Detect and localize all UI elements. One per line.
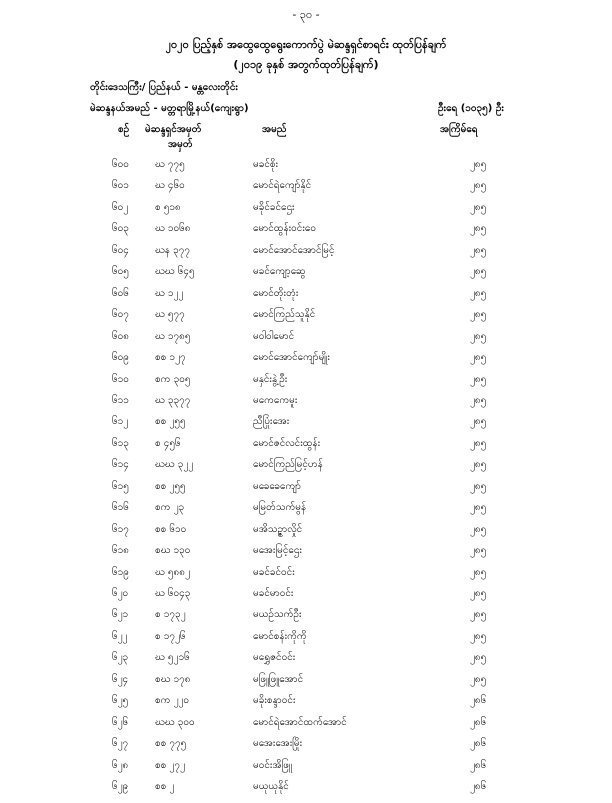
registration-number: ဃ ၆၀၄၃: [155, 588, 191, 599]
row-total: ၂၈၆: [470, 695, 487, 707]
registration-number: စစ ၆၁၀: [155, 523, 187, 535]
voter-name: မောင်ရဲအောင်ထက်အောင်: [253, 716, 347, 728]
row-total: ၂၈၅: [470, 159, 487, 170]
row-total: ၂၈၅: [470, 545, 487, 557]
table-row: [0, 629, 612, 653]
table-row: [0, 672, 612, 696]
row-number: ၆၂၃: [112, 652, 129, 664]
table-row: [0, 543, 612, 567]
row-number: ၆၁၈: [112, 545, 129, 557]
registration-number: ဃ ၅၇၇: [155, 309, 185, 321]
table-row: [0, 221, 612, 245]
row-number: ၆၂၉: [112, 781, 129, 793]
row-number: ၆၂၈: [112, 759, 129, 771]
row-total: ၂၈၅: [470, 266, 487, 278]
row-number: ၆၁၃: [112, 437, 129, 449]
voter-name: မောင်စန်းကိုကို: [253, 630, 307, 642]
row-total: ၂၈၅: [470, 394, 487, 406]
voter-name: မောင်အောင်ကျော်မျိုး: [253, 352, 330, 364]
voter-name: မအေးမြင့်ဌေး: [253, 545, 302, 557]
row-number: ၆၁၉: [112, 566, 129, 578]
row-total: ၂၈၅: [470, 566, 487, 578]
row-total: ၂၈၅: [470, 309, 487, 321]
row-total: ၂၈၅: [470, 459, 487, 471]
row-total: ၂၈၆: [470, 716, 487, 728]
row-total: ၂၈၅: [470, 480, 487, 492]
row-total: ၂၈၅: [470, 437, 487, 449]
voter-name: မနှင်းနွဲ့ဦး: [253, 373, 288, 385]
table-row: [0, 307, 612, 331]
registration-number: စစ ၇၇၅: [155, 738, 187, 750]
registration-number: ဃဃ ၆၄၅: [155, 266, 195, 278]
row-number: ၆၀၅: [112, 266, 129, 278]
row-number: ၆၂၀: [112, 588, 129, 599]
row-total: ၂၈၅: [470, 287, 487, 299]
voter-name: မောင်ရဲကျော်နိုင်: [253, 180, 312, 192]
row-number: ၆၀၆: [112, 287, 129, 299]
column-header-no: စဉ်: [118, 124, 130, 135]
voter-name: မဝါဝါမောင်: [253, 330, 295, 342]
voter-name: မောင်ထွန်းဝင်းဝေ: [253, 223, 316, 235]
table-row: [0, 243, 612, 267]
registration-number: ဃ ၄၆၀: [155, 180, 185, 192]
table-row: [0, 650, 612, 674]
row-number: ၆၂၆: [112, 716, 129, 728]
row-number: ၆၀၁: [112, 180, 129, 192]
registration-number: စ ၅၁၈: [155, 201, 181, 213]
table-row: [0, 693, 612, 717]
row-total: ၂၈၅: [470, 502, 487, 514]
registration-number: စက ၂၂၀: [155, 695, 190, 707]
table-row: [0, 565, 612, 589]
table-row: [0, 736, 612, 760]
table-row: [0, 350, 612, 374]
registration-number: ဃန ၃၇၇: [155, 244, 190, 256]
table-row: [0, 715, 612, 739]
row-number: ၆၂၇: [112, 738, 129, 750]
registration-number: ဃ ၅၂၁၆: [155, 652, 190, 664]
voter-name: မခင်စိုး: [253, 159, 279, 170]
voter-name: မအိသဉ္ဇာလှိုင်: [253, 523, 303, 535]
registration-number: စဃ ၁၇၈: [155, 673, 191, 685]
row-total: ၂၈၅: [470, 673, 487, 685]
table-row: [0, 393, 612, 417]
table-row: [0, 479, 612, 503]
row-number: ၆၁၇: [112, 523, 129, 535]
column-header-total: အကြိမ်ရေ: [440, 124, 478, 135]
row-total: ၂၈၅: [470, 416, 487, 428]
table-row: [0, 414, 612, 438]
document-subtitle: (၂၀၁၉ ခုနှစ် အတွက်ထုတ်ပြန်ချက်): [233, 58, 379, 71]
table-row: [0, 586, 612, 610]
table-row: [0, 329, 612, 353]
registration-number: စက ၂၃: [155, 502, 185, 514]
row-total: ၂၈၅: [470, 330, 487, 342]
row-total: ၂၈၅: [470, 244, 487, 256]
row-number: ၆၂၄: [112, 673, 129, 685]
row-number: ၆၁၅: [112, 480, 129, 492]
row-total: ၂၈၅: [470, 588, 487, 599]
column-header-registration: မဲဆန္ဒရှင်အမှတ်: [145, 124, 202, 135]
row-number: ၆၀၉: [112, 352, 129, 364]
registration-number: ဃ ၅၈၈၂: [155, 566, 190, 578]
row-number: ၆၁၀: [112, 373, 129, 385]
voter-name: မခိုင်ခင်ဌေး: [253, 201, 295, 213]
voter-name: မခင်မာဝင်း: [253, 588, 294, 599]
row-number: ၆၀၈: [112, 330, 129, 342]
registration-number: စဃ ၁၃၀: [155, 545, 191, 557]
voter-name: မဝင်းအိဖြူ: [253, 759, 292, 771]
table-row: [0, 157, 612, 181]
voter-name: ညီပြုံးအေး: [253, 416, 290, 428]
voter-name: မမြတ်သက်မွန်: [253, 502, 307, 514]
row-total: ၂၈၅: [470, 223, 487, 235]
row-total: ၂၈၆: [470, 738, 487, 750]
voter-name: မခေခေကျော်: [253, 480, 301, 492]
row-total: ၂၈၅: [470, 652, 487, 664]
row-number: ၆၁၄: [112, 459, 129, 471]
voter-name: မရွှေဇင်ဝင်း: [253, 652, 296, 664]
column-header-name: အမည်: [262, 124, 287, 135]
voter-name: မယဉ်သက်ဦး: [253, 609, 302, 621]
registration-number: ဃ ၇၇၅: [155, 159, 185, 170]
table-row: [0, 200, 612, 224]
table-row: [0, 436, 612, 460]
row-total: ၂၈၆: [470, 759, 487, 771]
page-number: - ၃၀ -: [292, 8, 320, 21]
registration-number: ဃဃ ၃၀၀: [155, 716, 195, 728]
voter-name: မယုယုနိုင်: [253, 781, 289, 793]
column-header-registration-sub: အမှတ်: [168, 139, 193, 150]
row-number: ၆၂၅: [112, 695, 129, 707]
voter-name: မခင်ခင်ဝင်း: [253, 566, 295, 578]
row-number: ၆၁၁: [112, 394, 129, 406]
voter-name: မကေကေမူး: [253, 394, 298, 406]
voter-name: မောင်တိုးတုံး: [253, 287, 299, 299]
voter-name: မောင်ကြည်သူနိုင်: [253, 309, 316, 321]
row-number: ၆၀၀: [112, 159, 129, 170]
voter-name: မောင်အောင်အောင်မြင့်: [253, 244, 335, 256]
row-number: ၆၀၄: [112, 244, 129, 256]
row-number: ၆၁၆: [112, 502, 129, 514]
voter-name: မဖြူဖြူအောင်: [253, 673, 304, 685]
table-row: [0, 286, 612, 310]
table-row: [0, 779, 612, 803]
registration-number: ဃ ၁၇၈၅: [155, 330, 191, 342]
row-total: ၂၈၅: [470, 352, 487, 364]
registration-number: စစ ၂၅၅: [155, 480, 186, 492]
registration-number: စ ၁၇၃၂: [155, 609, 186, 621]
row-number: ၆၂၁: [112, 609, 129, 621]
table-row: [0, 372, 612, 396]
row-number: ၆၀၇: [112, 309, 129, 321]
voter-name: မအေးအေးမြိုး: [253, 738, 303, 750]
row-total: ၂၈၅: [470, 201, 487, 213]
table-row: [0, 457, 612, 481]
row-number: ၆၂၂: [112, 630, 128, 642]
registration-number: ဃ ၃၃၇၇: [155, 394, 191, 406]
constituency-label: မဲဆန္ဒနယ်အမည် - မတ္တရာမြို့နယ်(ကျေးရွာ): [90, 103, 249, 114]
table-row: [0, 522, 612, 546]
row-total: ၂၈၅: [470, 609, 487, 621]
voter-count-label: ဦးရေ (၁၀၃၅) ဦး: [438, 103, 504, 114]
row-total: ၂၈၆: [470, 781, 487, 793]
registration-number: ဃ ၁၀၆၈: [155, 223, 191, 235]
registration-number: စစ ၂၅၅: [155, 416, 186, 428]
row-number: ၆၀၃: [112, 223, 129, 235]
row-total: ၂၈၅: [470, 180, 487, 192]
registration-number: ဃ ၁၂၂: [155, 287, 184, 299]
registration-number: စ ၁၇၂၆: [155, 630, 186, 642]
registration-number: စက ၃၀၅: [155, 373, 191, 385]
row-total: ၂၈၅: [470, 373, 487, 385]
row-number: ၆၀၂: [112, 201, 129, 213]
row-total: ၂၈၅: [470, 523, 487, 535]
row-total: ၂၈၅: [470, 630, 487, 642]
registration-number: စစ ၁၂၇: [155, 352, 186, 364]
region-breadcrumb: တိုင်းဒေသကြီး/ ပြည်နယ် - မန္တလေးတိုင်း: [90, 82, 238, 93]
voter-name: မောင်ကြည်မြင့်ဟန်: [253, 459, 323, 471]
row-number: ၆၁၂: [112, 416, 129, 428]
table-row: [0, 264, 612, 288]
registration-number: စစ ၂: [155, 781, 175, 793]
table-row: [0, 500, 612, 524]
voter-name: မောင်ဇင်လင်းထွန်း: [253, 437, 321, 449]
table-row: [0, 758, 612, 782]
registration-number: စစ ၂၇၂: [155, 759, 185, 771]
registration-number: စ ၄၅၆: [155, 437, 181, 449]
table-row: [0, 178, 612, 202]
document-title: ၂၀၂၀ ပြည့်နှစ် အထွေထွေရွေးကောက်ပွဲ မဲဆန္ဒရှင်စာရင်း ထုတ်ပြန်ချက်: [165, 38, 447, 51]
table-row: [0, 607, 612, 631]
voter-name: မခင်ကျော့ဆွေ: [253, 266, 306, 278]
voter-name: မခိုးစန္ဒာဝင်း: [253, 695, 296, 707]
registration-number: ဃဃ ၃၂၂: [155, 459, 194, 471]
